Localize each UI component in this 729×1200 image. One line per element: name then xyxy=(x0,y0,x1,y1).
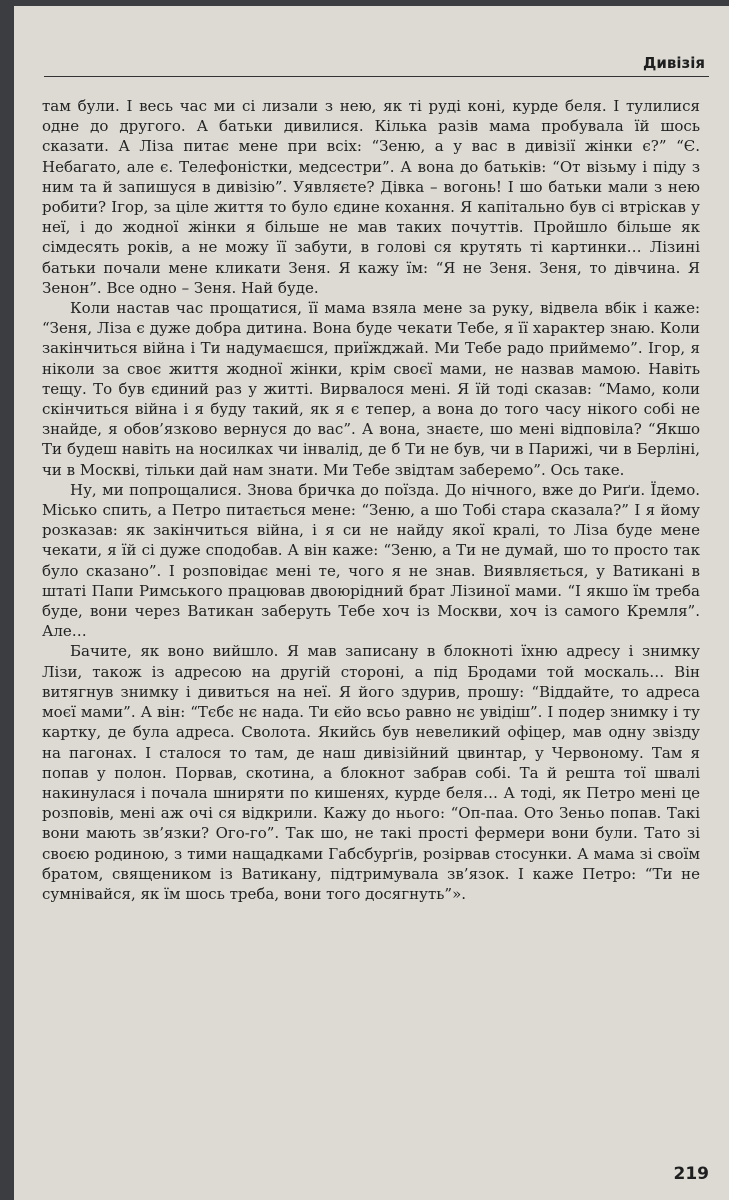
page-number: 219 xyxy=(673,1164,709,1184)
paragraph-2: Коли настав час прощатися, її мама взяла мене за руку, відвела вбік і каже: “Зеня, Ліза є дуже добра дитина. Вона буде чекати Тебе, я її характер знаю. Коли закінчиться війна і Ти надумаєшся, приїжджай. Ми Тебе радо приймемо”. Ігор, я ніколи за своє життя жодної жінки, крім своєї мами, не назвав мамою. Навіть тещу. То був єдиний раз у житті. Вирвалося мені. Я їй тоді сказав: “Мамо, коли скінчиться війна і я буду такий, як я є тепер, а вона до того часу нікого собі не знайде, я обов’язково вернуся до вас”. А вона, знаєте, шо мені відповіла? “Якшо Ти будеш навіть на носилках чи інвалід, де б Ти не був, чи в Парижі, чи в Берліні, чи в Москві, тільки дай нам знати. Ми Тебе звідтам заберемо”. Ось таке. xyxy=(42,299,700,479)
book-page xyxy=(14,6,729,1200)
running-head-title: Дивізія xyxy=(643,54,705,72)
running-head xyxy=(44,50,709,77)
paragraph-3: Ну, ми попрощалися. Знова бричка до поїзда. До нічного, вже до Риґи. Їдемо. Місько спить, а Петро питається мене: “Зеню, а шо Тобі стара сказала?” І я йому розказав: як закінчиться війна, і я си не найду якої кралі, то Ліза буде мене чекати, я їй сі дуже сподобав. А він каже: “Зеню, а Ти не думай, шо то просто так було сказано”. І розповідає мені те, чого я не знав. Виявляється, у Ватикані в штаті Папи Римського працював двоюрідний брат Лізиної мами. “І якшо їм треба буде, вони через Ватикан заберуть Тебе хоч із Москви, хоч із самого Кремля”. Але… xyxy=(42,480,700,641)
paragraph-4: Бачите, як воно вийшло. Я мав записану в блокноті їхню адресу і знимку Лізи, також із адресою на другій стороні, а під Бродами той москаль… Він витягнув знимку і дивиться на неї. Я його здурив, прошу: “Віддайте, то адреса моєї мами”. А він: “Тєбє нє нада. Ти єйо всьо равно нє увідіш”. І подер знимку і ту картку, де була адреса. Сволота. Якийсь був невеликий офіцер, мав одну звізду на пагонах. І сталося то там, де наш дивізійний цвинтар, у Червоному. Там я попав у полон. Порвав, скотина, а блокнот забрав собі. Та й решта тої швалі накинулася і почала шниряти по кишенях, курде беля… А тоді, як Петро мені це розповів, мені аж очі ся відкрили. Кажу до нього: “Оп-паа. Ото Зеньо попав. Такі вони мають зв’язки? Ого-го”. Так шо, не такі прості фермери вони були. Тато зі своєю родиною, з тими нащадками Габсбурґів, розірвав стосунки. А мама зі своїм братом, священиком із Ватикану, підтримувала зв’язок. І каже Петро: “Ти не сумнівайся, як їм шось треба, вони того досягнуть”». xyxy=(42,642,700,903)
paragraph-1: там були. І весь час ми сі лизали з нею, як ті руді коні, курде беля. І тулилися одне до другого. А батьки дивилися. Кілька разів мама пробувала їй шось сказати. А Ліза питає мене при всіх: “Зеню, а у вас в дивізії жінки є?” “Є. Небагато, але є. Телефоністки, медсестри”. А вона до батьків: “От візьму і піду з ним та й запишуся в дивізію”. Уявляєте? Дівка – вогонь! І шо батьки мали з нею робити? Ігор, за ціле життя то було єдине кохання. Я капітально був сі втріскав у неї, і до жодної жінки я більше не мав таких почуттів. Пройшло більше як сімдесять років, а не можу її забути, в голові ся крутять ті картинки… Лізині батьки почали мене кликати Зеня. Я кажу їм: “Я не Зеня. Зеня, то дівчина. Я Зенон”. Все одно – Зеня. Най буде. xyxy=(42,97,700,297)
body-text xyxy=(42,96,700,904)
